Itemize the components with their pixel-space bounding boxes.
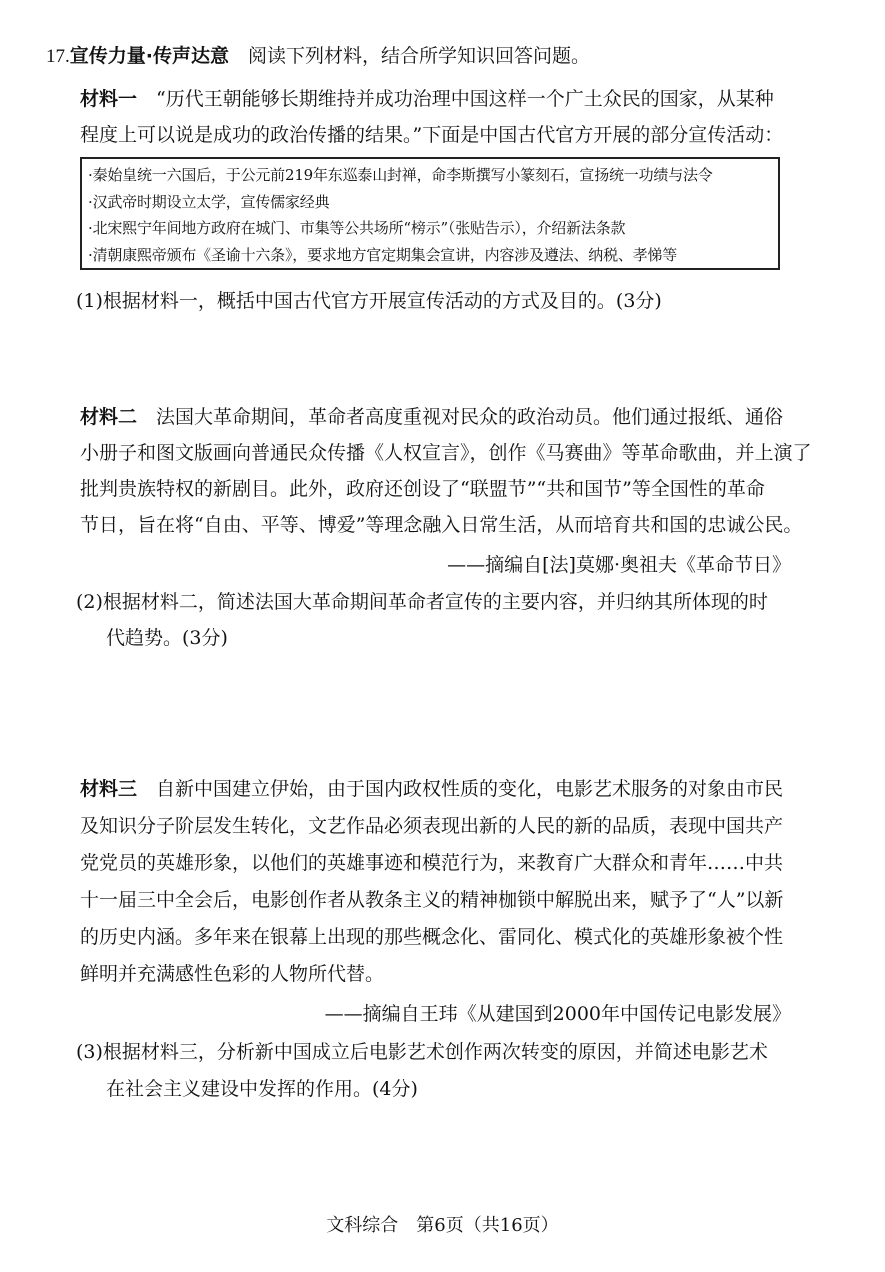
material3-source: ——摘编自王玮《从建国到2000年中国传记电影发展》 (324, 1003, 791, 1025)
material1-label: 材料一 (80, 88, 138, 110)
material3-text-line1: 自新中国建立伊始，由于国内政权性质的变化，电影艺术服务的对象由市民 (156, 778, 784, 800)
sub-question-3-line1: (3)根据材料三，分析新中国成立后电影艺术创作两次转变的原因，并简述电影艺术 (76, 1041, 768, 1063)
material1-line1 (80, 86, 774, 112)
material2-source: ——摘编自[法]莫娜·奥祖夫《革命节日》 (447, 554, 791, 576)
box-item-song: ·北宋熙宁年间地方政府在城门、市集等公共场所“榜示”（张贴告示），介绍新法条款 (88, 219, 626, 237)
box-item-qing: ·清朝康熙帝颁布《圣谕十六条》，要求地方官定期集会宣讲，内容涉及遵法、纳税、孝悌等 (88, 245, 678, 264)
material2-line1 (80, 404, 783, 430)
question-instruction: 阅读下列材料，结合所学知识回答问题。 (247, 45, 590, 67)
material2-line2: 小册子和图文版画向普通民众传播《人权宣言》，创作《马赛曲》等革命歌曲，并上演了 (80, 442, 812, 464)
material3-line4: 十一届三中全会后，电影创作者从教条主义的精神枷锁中解脱出来，赋予了“人”以新 (80, 889, 784, 911)
sub-question-3-line2: 在社会主义建设中发挥的作用。(4分) (106, 1078, 418, 1100)
question-title: 宣传力量·传声达意 (69, 45, 229, 67)
material3-line1 (80, 776, 783, 802)
material3-line2: 及知识分子阶层发生转化，文艺作品必须表现出新的人民的新的品质，表现中国共产 (80, 815, 784, 837)
material2-text-line1: 法国大革命期间，革命者高度重视对民众的政治动员。他们通过报纸、通俗 (156, 406, 784, 428)
box-item-qin: ·秦始皇统一六国后，于公元前219年东巡泰山封禅，命李斯撰写小篆刻石，宣扬统一功绩与法令 (88, 166, 713, 184)
material2-line3: 批判贵族特权的新剧目。此外，政府还创设了“联盟节”“共和国节”等全国性的革命 (80, 478, 765, 500)
material2-line4: 节日，旨在将“自由、平等、博爱”等理念融入日常生活，从而培育共和国的忠诚公民。 (80, 514, 803, 536)
question-header (46, 43, 590, 70)
sub-question-1: (1)根据材料一，概括中国古代官方开展宣传活动的方式及目的。(3分) (76, 290, 662, 312)
sub-question-2-line2: 代趋势。(3分) (106, 627, 228, 649)
box-item-han: ·汉武帝时期设立太学，宣传儒家经典 (88, 192, 330, 211)
material1-activity-box (80, 157, 780, 270)
material3-line5: 的历史内涵。多年来在银幕上出现的那些概念化、雷同化、模式化的英雄形象被个性 (80, 926, 784, 948)
material1-line2: 程度上可以说是成功的政治传播的结果。”下面是中国古代官方开展的部分宣传活动： (80, 124, 784, 146)
material3-line3: 党党员的英雄形象，以他们的英雄事迹和模范行为，来教育广大群众和青年……中共 (80, 852, 784, 874)
page-footer: 文科综合 第6页（共16页） (326, 1215, 559, 1236)
material2-label: 材料二 (80, 406, 138, 428)
material1-text-line1: “历代王朝能够长期维持并成功治理中国这样一个广土众民的国家，从某种 (156, 88, 774, 110)
material3-label: 材料三 (80, 778, 138, 800)
question-number: 17. (46, 46, 70, 67)
material3-line6: 鲜明并充满感性色彩的人物所代替。 (80, 963, 385, 985)
sub-question-2-line1: (2)根据材料二，简述法国大革命期间革命者宣传的主要内容，并归纳其所体现的时 (76, 591, 768, 613)
